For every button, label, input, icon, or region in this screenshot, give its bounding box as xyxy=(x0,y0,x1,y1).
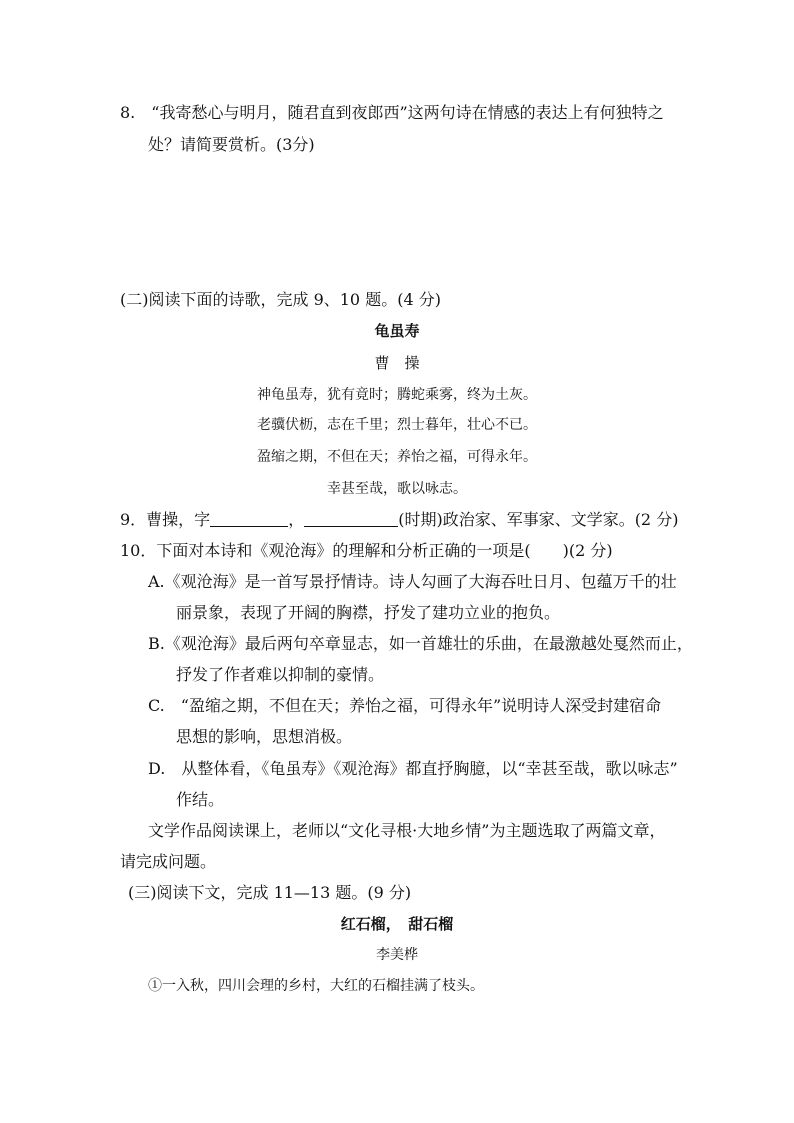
poem-title: 龟虽寿 xyxy=(374,322,420,340)
question-9 xyxy=(120,510,678,530)
article-author: 李美桦 xyxy=(376,947,418,963)
option-c-line-2: 思想的影响，思想消极。 xyxy=(176,727,353,746)
q8-line-2: 处？请简要赏析。(3分) xyxy=(148,135,315,154)
poem-author: 曹 操 xyxy=(374,354,420,372)
poem-line: 盈缩之期，不但在天；养怡之福，可得永年。 xyxy=(257,449,537,465)
q9-separator: ， xyxy=(288,510,305,529)
answer-blank-courtesy-name[interactable] xyxy=(210,510,288,527)
section-3-intro: (三)阅读下文，完成 11—13 题。(9 分) xyxy=(128,883,412,902)
article-title: 红石榴， 甜石榴 xyxy=(340,915,454,933)
q8-line-1: 8. “我寄愁心与明月，随君直到夜郎西”这两句诗在情感的表达上有何独特之 xyxy=(120,103,664,122)
section-2-intro: (二)阅读下面的诗歌，完成 9、10 题。(4 分) xyxy=(120,290,441,309)
poem-line: 幸甚至哉，歌以咏志。 xyxy=(327,481,467,497)
option-a-line-2: 丽景象，表现了开阔的胸襟，抒发了建功立业的抱负。 xyxy=(176,603,561,622)
option-a-line-1: A.《观沧海》是一首写景抒情诗。诗人勾画了大海吞吐日月、包蕴万千的壮 xyxy=(148,572,677,591)
transition-line-1: 文学作品阅读课上，老师以“文化寻根·大地乡情”为主题选取了两篇文章， xyxy=(148,821,666,840)
poem-line: 老骥伏枥，志在千里；烈士暮年，壮心不已。 xyxy=(257,417,537,433)
option-b-line-2: 抒发了作者难以抑制的豪情。 xyxy=(176,665,385,684)
q9-suffix: (时期)政治家、军事家、文学家。(2 分) xyxy=(398,510,679,529)
option-d-line-2: 作结。 xyxy=(176,790,225,809)
q10-stem: 10．下面对本诗和《观沧海》的理解和分析正确的一项是( )(2 分) xyxy=(120,541,613,560)
option-b-line-1: B.《观沧海》最后两句卒章显志，如一首雄壮的乐曲，在最激越处戛然而止， xyxy=(148,634,693,653)
q9-prefix: 9．曹操，字 xyxy=(120,510,211,529)
article-paragraph-1: ①一入秋，四川会理的乡村，大红的石榴挂满了枝头。 xyxy=(148,978,484,994)
option-d-line-1: D. 从整体看，《龟虽寿》《观沧海》都直抒胸臆，以“幸甚至哉，歌以咏志” xyxy=(148,759,678,778)
transition-line-2: 请完成问题。 xyxy=(120,852,217,871)
poem-line: 神龟虽寿，犹有竟时；腾蛇乘雾，终为土灰。 xyxy=(257,387,537,403)
option-c-line-1: C. “盈缩之期，不但在天；养怡之福，可得永年”说明诗人深受封建宿命 xyxy=(148,696,662,715)
answer-blank-period[interactable] xyxy=(304,510,398,527)
